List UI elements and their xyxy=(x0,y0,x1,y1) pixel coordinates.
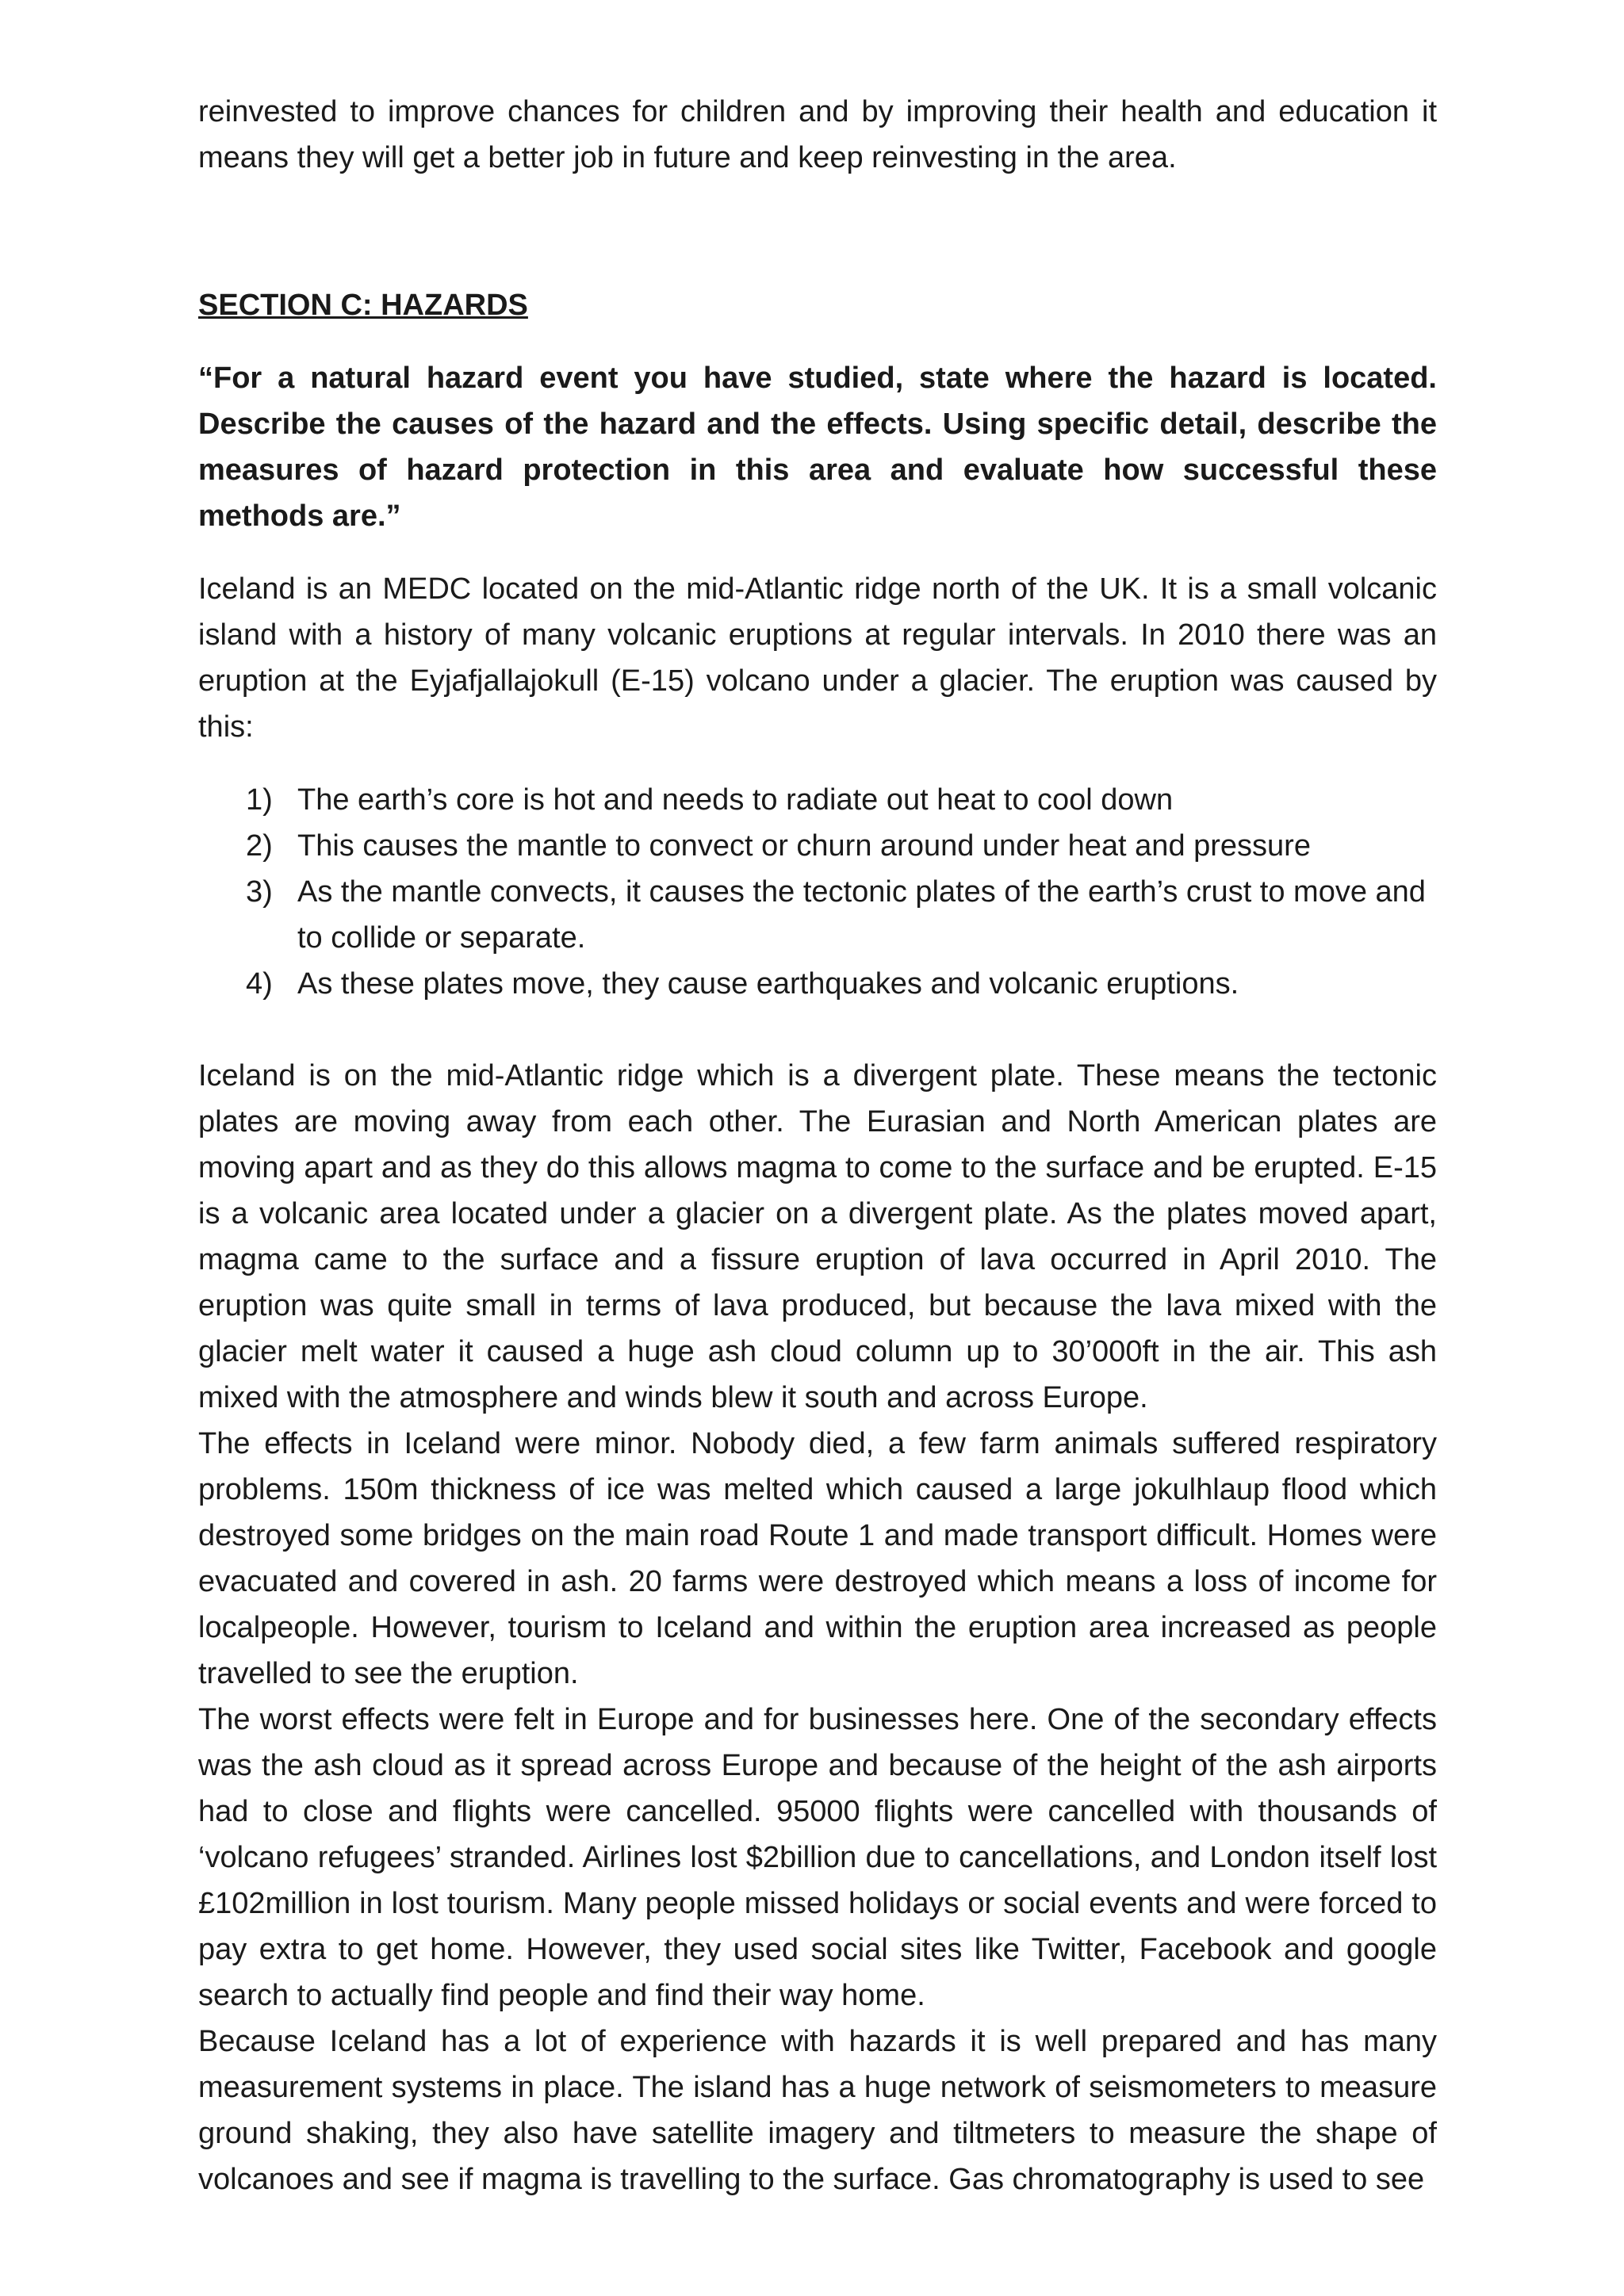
list-item-number: 3) xyxy=(246,875,273,909)
document-page xyxy=(198,89,1437,2202)
list-item xyxy=(198,777,1437,823)
list-item xyxy=(198,961,1437,1007)
list-item xyxy=(198,869,1437,961)
effects-iceland-paragraph: The effects in Iceland were minor. Nobody died, a few farm animals suffered respiratory problems. 150m thickness of ice was melted which caused a large jokulhlaup flood which destroyed some bridges on the main road Route 1 and made transport difficult. Homes were evacuated and covered in ash. 20 farms were destroyed which means a loss of income for localpeople. However, tourism to Iceland and within the eruption area increased as people travelled to see the eruption. xyxy=(198,1427,1437,1690)
ridge-paragraph: Iceland is on the mid-Atlantic ridge which is a divergent plate. These means the tectonic plates are moving away from each other. The Eurasian and North American plates are moving apart and as they do this allows magma to come to the surface and be erupted. E-15 is a volcanic area located under a glacier on a divergent plate. As the plates moved apart, magma came to the surface and a fissure eruption of lava occurred in April 2010. The eruption was quite small in terms of lava produced, but because the lava mixed with the glacier melt water it caused a huge ash cloud column up to 30’000ft in the air. This ash mixed with the atmosphere and winds blew it south and across Europe. xyxy=(198,1059,1437,1414)
list-item-text: This causes the mantle to convect or churn around under heat and pressure xyxy=(297,829,1311,863)
list-item-text: The earth’s core is hot and needs to radiate out heat to cool down xyxy=(297,783,1174,817)
list-item xyxy=(198,823,1437,869)
list-item-text: As these plates move, they cause earthquakes and volcanic eruptions. xyxy=(297,967,1239,1001)
intro-continuation-paragraph: reinvested to improve chances for children and by improving their health and education it means they will get a better job in future and keep reinvesting in the area. xyxy=(198,95,1437,174)
list-item-number: 1) xyxy=(246,783,273,817)
preparedness-paragraph: Because Iceland has a lot of experience with hazards it is well prepared and has many measurement systems in place. The island has a huge network of seismometers to measure ground shaking, they also have satellite imagery and tiltmeters to measure the shape of volcanoes and see if magma is travelling to the surface. Gas chromatography is used to see xyxy=(198,2025,1437,2196)
list-item-number: 2) xyxy=(246,829,273,863)
list-item-number: 4) xyxy=(246,967,273,1001)
iceland-paragraph: Iceland is an MEDC located on the mid-Atlantic ridge north of the UK. It is a small volcanic island with a history of many volcanic eruptions at regular intervals. In 2010 there was an eruption at the Eyjafjallajokull (E-15) volcano under a glacier. The eruption was caused by this: xyxy=(198,572,1437,744)
causes-list xyxy=(198,777,1437,1007)
list-item-text: As the mantle convects, it causes the tectonic plates of the earth’s crust to move and to collide or separate. xyxy=(297,875,1426,955)
effects-europe-paragraph: The worst effects were felt in Europe and for businesses here. One of the secondary effects was the ash cloud as it spread across Europe and because of the height of the ash airports had to close and flights were cancelled. 95000 flights were cancelled with thousands of ‘volcano refugees’ stranded. Airlines lost $2billion due to cancellations, and London itself lost £102million in lost tourism. Many people missed holidays or social events and were forced to pay extra to get home. However, they used social sites like Twitter, Facebook and google search to actually find people and find their way home. xyxy=(198,1703,1437,2012)
essay-question: “For a natural hazard event you have studied, state where the hazard is located. Describe the causes of the hazard and the effects. Using specific detail, describe the measures of hazard protection in this area and evaluate how successful these methods are.” xyxy=(198,362,1437,533)
section-heading: SECTION C: HAZARDS xyxy=(198,289,528,322)
